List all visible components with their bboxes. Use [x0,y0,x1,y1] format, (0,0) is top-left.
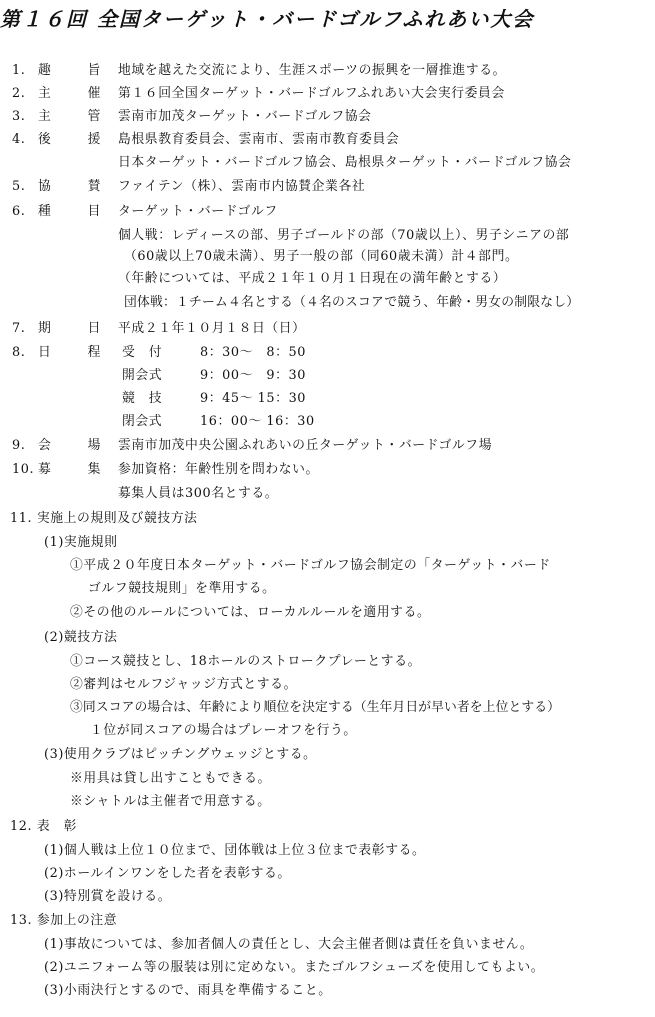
section-line: ゴルフ競技規則」を準用する。 [88,581,276,596]
item-text: ターゲット・バードゴルフ [118,204,278,219]
item-text-continued: 団体戦：１チーム４名とする（４名のスコアで競う、年齢・男女の制限なし） [124,295,580,310]
schedule-time: 9：00〜 9：30 [200,368,307,383]
section-line: (3)特別賞を設ける。 [44,889,172,904]
item-number: 10. [12,462,35,477]
item-number: 7. [12,321,26,336]
item-label: 日 程 [38,345,113,360]
item-text: 参加資格：年齢性別を問わない。 [118,462,319,477]
section-line: ③同スコアの場合は、年齢により順位を決定する（生年月日が早い者を上位とする） [70,700,561,715]
schedule-time: 9：45〜 15：30 [200,391,307,406]
section-line: (1)実施規則 [44,535,118,550]
item-label: 期 日 [38,321,113,336]
section-line: (3)小雨決行とするので、雨具を準備すること。 [44,983,332,998]
item-text: 雲南市加茂ターゲット・バードゴルフ協会 [118,109,372,124]
item-text: 島根県教育委員会、雲南市、雲南市教育委員会 [118,132,400,147]
section-line: ①平成２０年度日本ターゲット・バードゴルフ協会制定の「ターゲット・バード [70,558,551,573]
item-text-continued: 募集人員は300名とする。 [118,486,279,501]
item-text: 第１６回全国ターゲット・バードゴルフふれあい大会実行委員会 [118,86,505,101]
item-label: 主 管 [38,109,113,124]
item-number: 6. [12,204,26,219]
schedule-name: 競 技 [122,391,163,406]
section-line: (1)事故については、参加者個人の責任とし、大会主催者側は責任を負いません。 [44,937,534,952]
item-number: 8. [12,345,26,360]
section-line: ②審判はセルフジャッジ方式とする。 [70,677,297,692]
item-text: ファイテン（株）、雲南市内協賛企業各社 [118,179,366,194]
schedule-time: 8：30〜 8：50 [200,345,307,360]
section-line: (2)ユニフォーム等の服装は別に定めない。またゴルフシューズを使用してもよい。 [44,960,545,975]
item-text-continued: 個人戦：レディースの部、男子ゴールドの部（70歳以上）、男子シニアの部 [118,228,570,243]
item-number: 2. [12,86,26,101]
item-label: 協 賛 [38,179,113,194]
item-text: 雲南市加茂中央公園ふれあいの丘ターゲット・バードゴルフ場 [118,438,493,453]
section-heading: 13. 参加上の注意 [10,913,118,928]
schedule-name: 受 付 [122,345,163,360]
item-number: 1. [12,63,26,78]
item-number: 4. [12,132,26,147]
schedule-name: 閉会式 [122,414,163,429]
schedule-time: 16：00〜 16：30 [200,414,315,429]
item-text-continued: （60歳以上70歳未満）、男子一般の部（同60歳未満）計４部門。 [124,249,519,264]
section-line: １位が同スコアの場合はプレーオフを行う。 [90,723,357,738]
section-line: (2)競技方法 [44,630,118,645]
section-line: ①コース競技とし、18ホールのストロークプレーとする。 [70,654,421,669]
page-title: 第１６回 全国ターゲット・バードゴルフふれあい大会 [0,7,535,31]
item-label: 種 目 [38,204,113,219]
section-line: (3)使用クラブはピッチングウェッジとする。 [44,747,317,762]
section-line: ※用具は貸し出すこともできる。 [70,771,271,786]
item-text: 地域を越えた交流により、生涯スポーツの振興を一層推進する。 [118,63,506,78]
section-line: (2)ホールインワンをした者を表彰する。 [44,866,291,881]
item-text-continued: 日本ターゲット・バードゴルフ協会、島根県ターゲット・バードゴルフ協会 [118,155,572,170]
schedule-name: 開会式 [122,368,163,383]
item-label: 会 場 [38,438,113,453]
section-line: ②その他のルールについては、ローカルルールを適用する。 [70,605,431,620]
item-number: 9. [12,438,26,453]
item-number: 3. [12,109,26,124]
item-label: 趣 旨 [38,63,113,78]
item-label: 主 催 [38,86,113,101]
item-number: 5. [12,179,26,194]
item-label: 募 集 [38,462,113,477]
section-line: (1)個人戦は上位１０位まで、団体戦は上位３位まで表彰する。 [44,843,426,858]
item-text-continued: （年齢については、平成２１年１０月１日現在の満年齢とする） [118,271,507,286]
item-text: 平成２１年１０月１８日（日） [118,321,306,336]
section-line: ※シャトルは主催者で用意する。 [70,794,271,809]
item-label: 後 援 [38,132,113,147]
section-heading: 11. 実施上の規則及び競技方法 [10,511,198,526]
section-heading: 12. 表 彰 [10,819,78,834]
